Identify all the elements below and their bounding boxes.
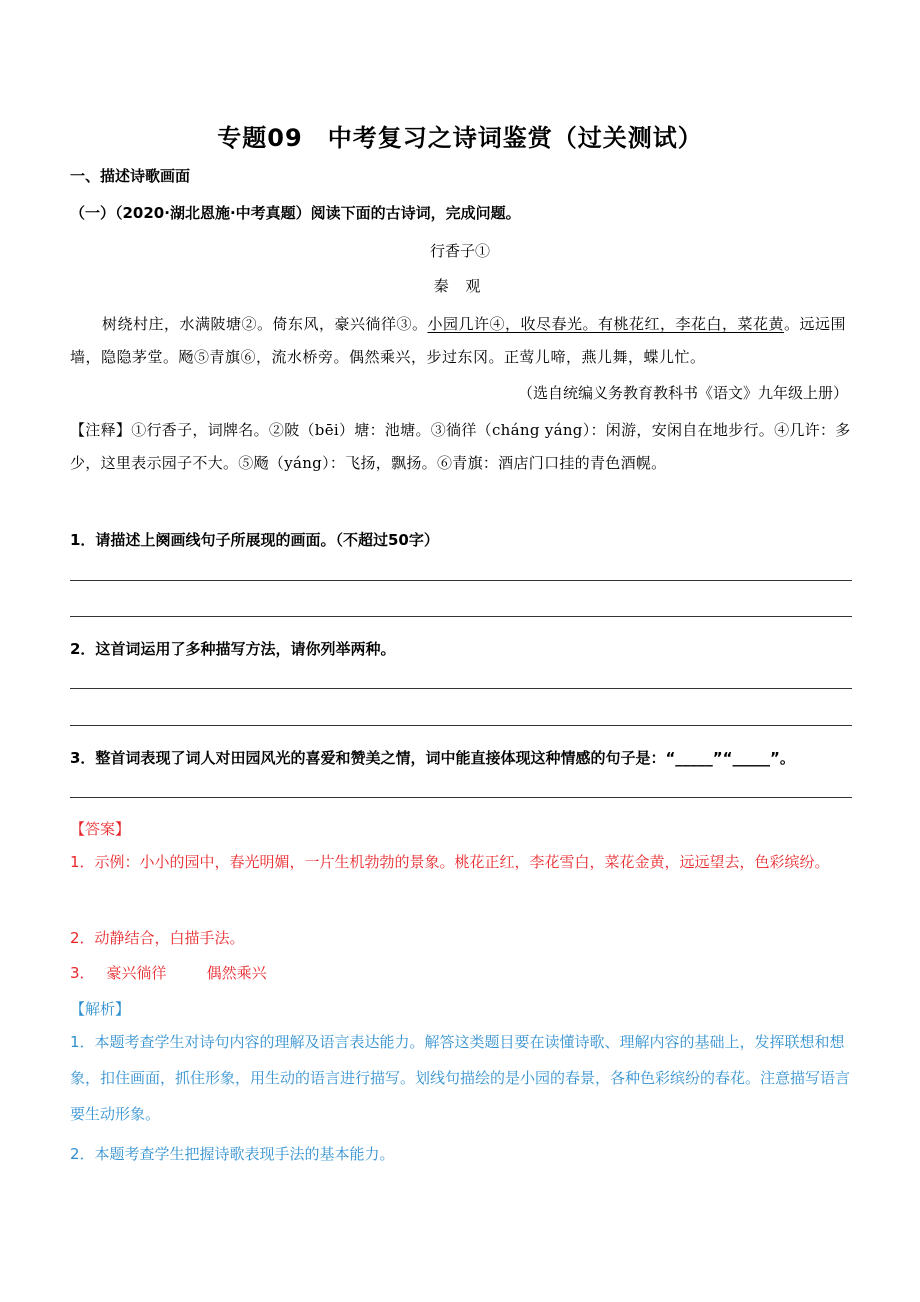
answer-line [70, 580, 852, 581]
answer-line [70, 688, 852, 689]
answer-line [70, 616, 852, 617]
page-title: 专题09 中考复习之诗词鉴赏（过关测试） [217, 124, 703, 152]
question-intro: （一）（2020·湖北恩施·中考真题）阅读下面的古诗词，完成问题。 [70, 204, 521, 222]
answer-3-part-2: 偶然乘兴 [206, 964, 267, 982]
poem-text-end: 。远远围墙，隐隐茅堂。飏⑤青旗⑥，流水桥旁。偶然乘兴，步过东冈。正莺儿啼，燕儿舞，蝶儿忙。 [70, 315, 847, 366]
answer-3-number: 3． [70, 964, 95, 982]
poem-text [70, 308, 852, 374]
answer-3-part-1: 豪兴徜徉 [106, 964, 167, 982]
question-3: 3．整首词表现了词人对田园风光的喜爱和赞美之情，词中能直接体现这种情感的句子是：“_____”“_____”。 [70, 749, 795, 767]
answer-line [70, 797, 852, 798]
poem-text-start: 树绕村庄，水满陂塘②。倚东风，豪兴徜徉③。 [102, 315, 428, 333]
poem-title: 行香子① [429, 242, 490, 260]
answer-line [70, 725, 852, 726]
question-2: 2．这首词运用了多种描写方法，请你列举两种。 [70, 640, 396, 658]
question-1: 1．请描述上阕画线句子所展现的画面。（不超过50字） [70, 531, 439, 549]
poem-author: 秦 观 [433, 277, 487, 295]
analysis-2: 2．本题考查学生把握诗歌表现手法的基本能力。 [70, 1145, 395, 1163]
poem-source: （选自统编义务教育教科书《语文》九年级上册） [517, 384, 848, 402]
answer-2: 2．动静结合，白描手法。 [70, 929, 245, 947]
analysis-1: 1．本题考查学生对诗句内容的理解及语言表达能力。解答这类题目要在读懂诗歌、理解内容的基础上，发挥联想和想象，扣住画面，抓住形象，用生动的语言进行描写。划线句描绘的是小园的春景，各种色彩缤纷的春花。注意描写语言要生动形象。 [70, 1033, 851, 1123]
analysis-heading: 【解析】 [70, 1000, 131, 1018]
poem-underlined-text: 小园几许④，收尽春光。有桃花红，李花白，菜花黄 [427, 315, 785, 333]
answer-heading: 【答案】 [70, 820, 131, 838]
section-heading: 一、描述诗歌画面 [70, 167, 191, 185]
answer-1: 1．示例：小小的园中，春光明媚，一片生机勃勃的景象。桃花正红，李花雪白，菜花金黄，远远望去，色彩缤纷。 [70, 853, 830, 871]
poem-notes: 【注释】①行香子，词牌名。②陂（bēi）塘：池塘。③徜徉（cháng yáng）：闲游，安闲自在地步行。④几许：多少，这里表示园子不大。⑤飏（yáng）：飞扬，飘扬。⑥青旗：酒店门口挂的青色酒幌。 [70, 421, 851, 472]
answer-3 [70, 962, 267, 983]
